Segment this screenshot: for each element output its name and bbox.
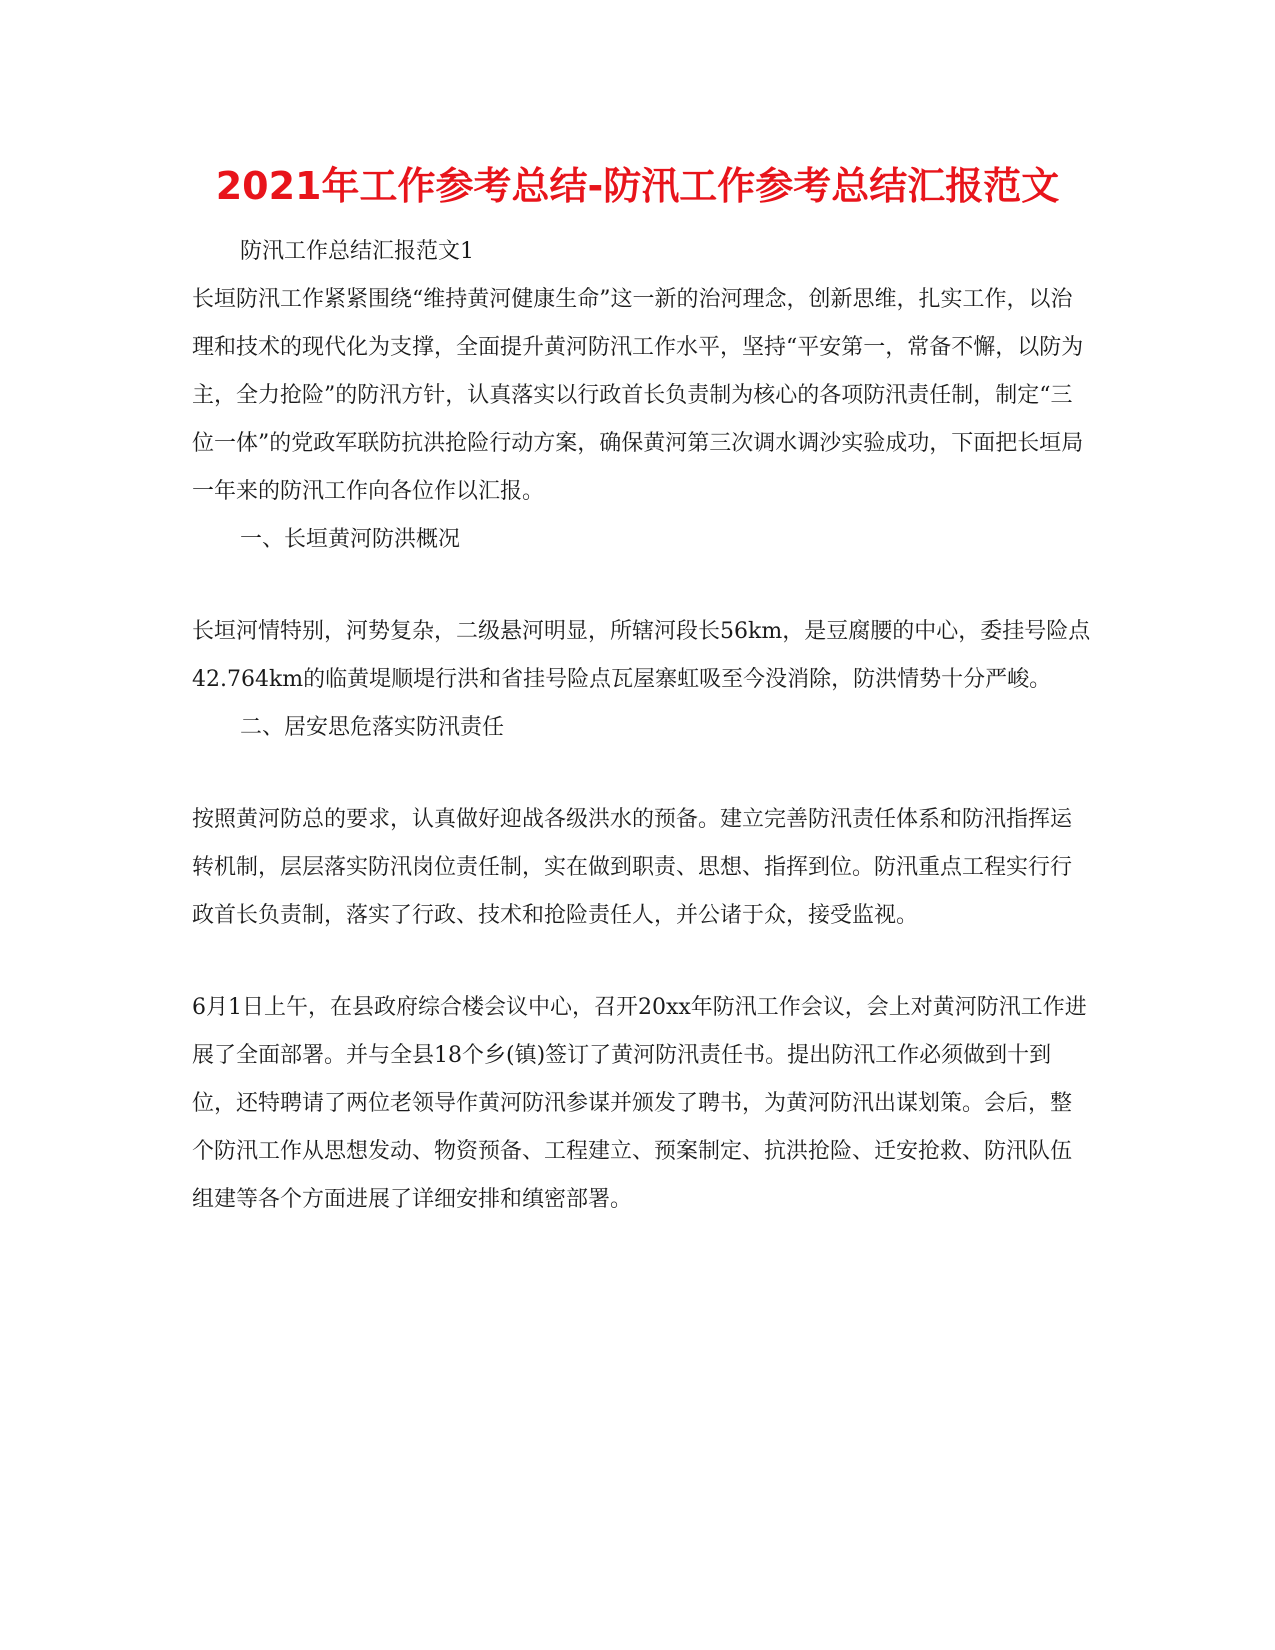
paragraph-spacer [192,940,1092,984]
intro-paragraph: 长垣防汛工作紧紧围绕“维持黄河健康生命”这一新的治河理念，创新思维，扎实工作，以治理和技术的现代化为支撑，全面提升黄河防汛工作水平，坚持“平安第一，常备不懈，以防为主，全力抢险”的防汛方针，认真落实以行政首长负责制为核心的各项防汛责任制，制定“三位一体”的党政军联防抗洪抢险行动方案，确保黄河第三次调水调沙实验成功，下面把长垣局一年来的防汛工作向各位作以汇报。 [192,287,1084,504]
section-heading-2: 二、居安思危落实防汛责任 [240,715,505,740]
meeting-paragraph: 6月1日上午，在县政府综合楼会议中心，召开20xx年防汛工作会议，会上对黄河防汛工作进展了全面部署。并与全县18个乡(镇)签订了黄河防汛责任书。提出防汛工作必须做到十到位，还特聘请了两位老领导作黄河防汛参谋并颁发了聘书，为黄河防汛出谋划策。会后，整个防汛工作从思想发动、物资预备、工程建立、预案制定、抗洪抢险、迁安抢救、防汛队伍组建等各个方面进展了详细安排和缜密部署。 [192,995,1087,1212]
paragraph-spacer [192,752,1092,796]
responsibility-paragraph: 按照黄河防总的要求，认真做好迎战各级洪水的预备。建立完善防汛责任体系和防汛指挥运转机制，层层落实防汛岗位责任制，实在做到职责、思想、指挥到位。防汛重点工程实行行政首长负责制，落实了行政、技术和抢险责任人，并公诸于众，接受监视。 [192,807,1073,928]
document-title: 2021年工作参考总结-防汛工作参考总结汇报范文 [215,164,1060,208]
section-heading-1: 一、长垣黄河防洪概况 [240,527,461,552]
paragraph-spacer [192,564,1092,608]
overview-paragraph: 长垣河情特别，河势复杂，二级悬河明显，所辖河段长56km，是豆腐腰的中心，委挂号险点42.764km的临黄堤顺堤行洪和省挂号险点瓦屋寨虹吸至今没消除，防洪情势十分严峻。 [192,619,1091,692]
document-body [192,228,1092,1224]
subtitle-paragraph: 防汛工作总结汇报范文1 [240,239,474,264]
